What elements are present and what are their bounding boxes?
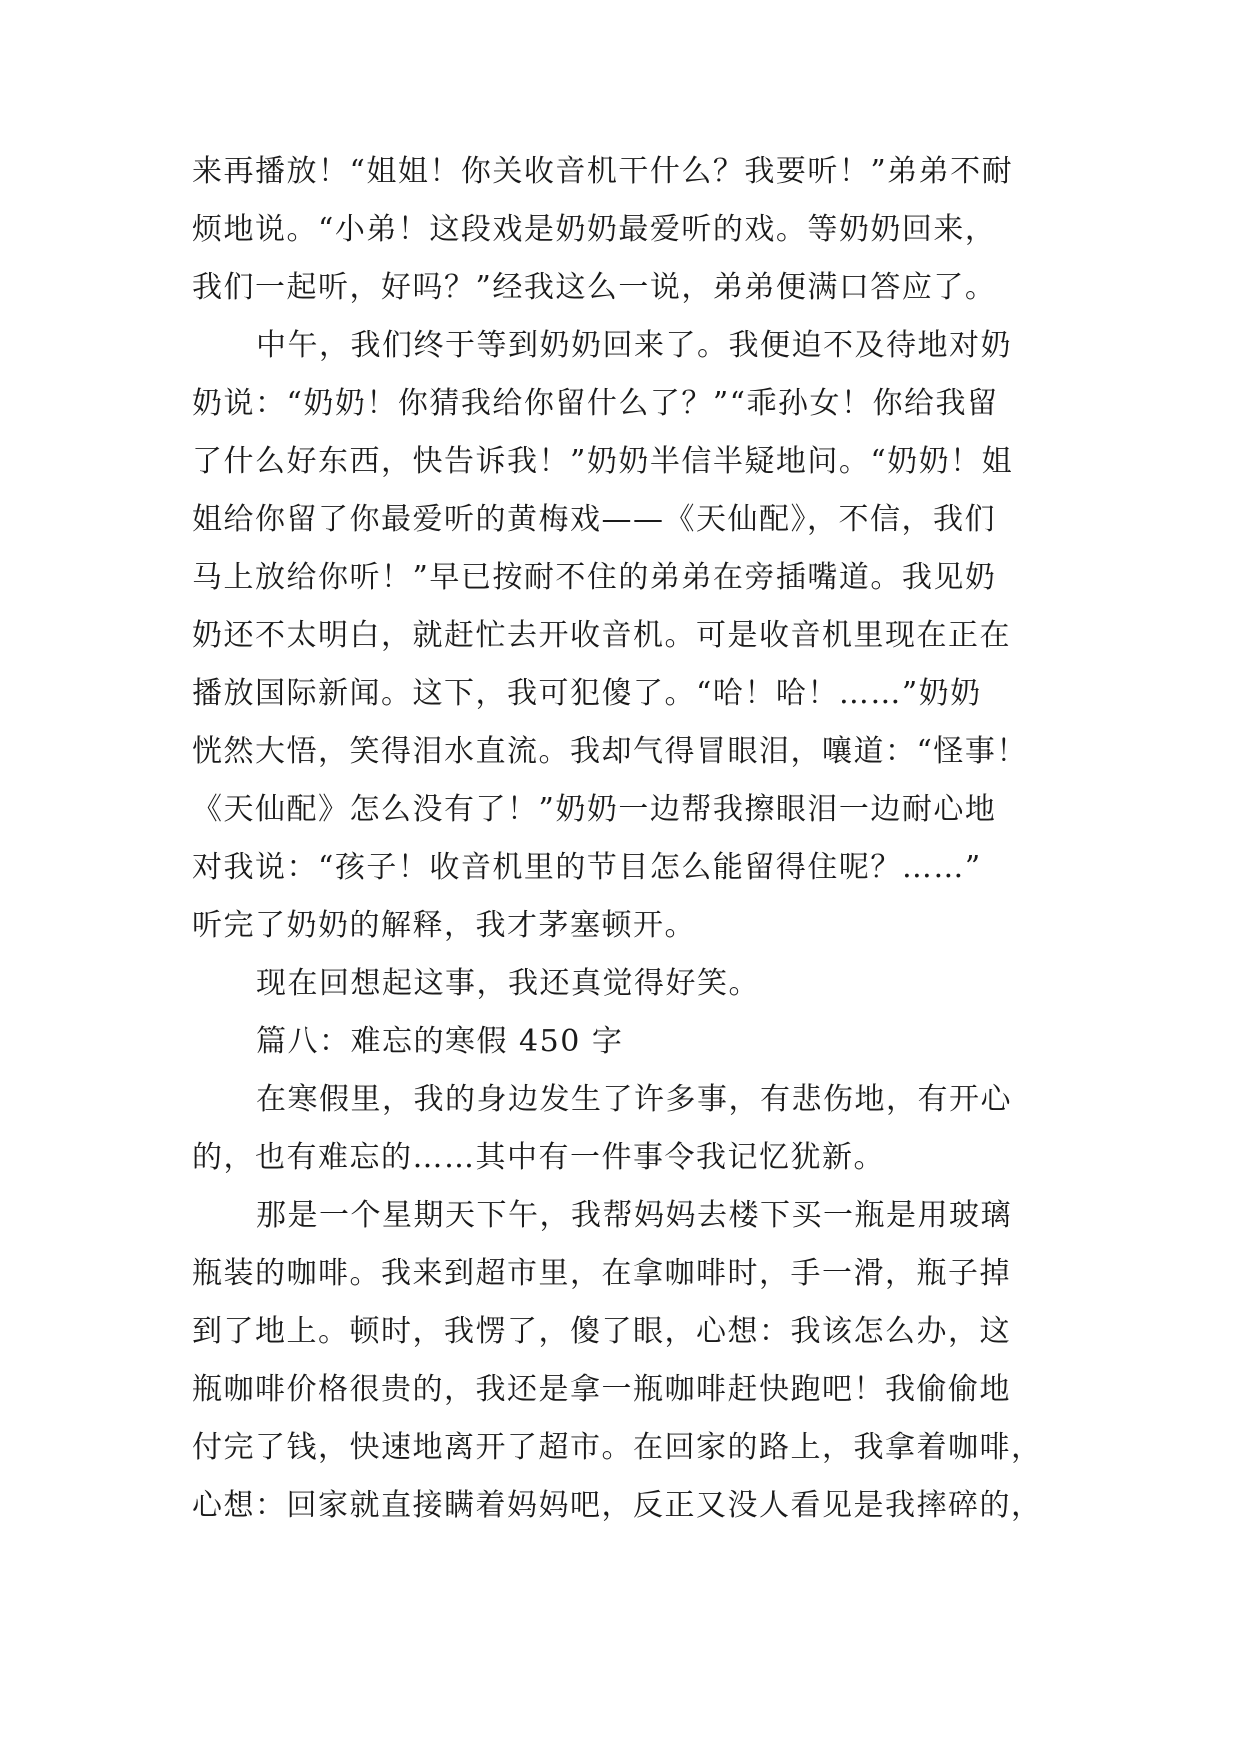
paragraph-start: 在寒假里，我的身边发生了许多事，有悲伤地，有开心 xyxy=(256,1082,1012,1117)
text-line: 烦地说。“小弟！这段戏是奶奶最爱听的戏。等奶奶回来， xyxy=(192,212,997,247)
text-line: 心想：回家就直接瞒着妈妈吧，反正又没人看见是我摔碎的， xyxy=(192,1488,1043,1523)
text-line: 姐给你留了你最爱听的黄梅戏——《天仙配》，不信，我们 xyxy=(192,502,996,537)
paragraph-start: 那是一个星期天下午，我帮妈妈去楼下买一瓶是用玻璃 xyxy=(256,1198,1012,1233)
text-line: 恍然大悟，笑得泪水直流。我却气得冒眼泪，嚷道：“怪事！ xyxy=(192,734,1028,769)
text-line: 马上放给你听！”早已按耐不住的弟弟在旁插嘴道。我见奶 xyxy=(192,560,997,595)
paragraph-start: 中午，我们终于等到奶奶回来了。我便迫不及待地对奶 xyxy=(256,328,1012,363)
text-line: 奶还不太明白，就赶忙去开收音机。可是收音机里现在正在 xyxy=(192,618,1011,653)
text-line: 了什么好东西，快告诉我！”奶奶半信半疑地问。“奶奶！姐 xyxy=(192,444,1014,479)
text-line: 的，也有难忘的……其中有一件事令我记忆犹新。 xyxy=(192,1140,885,1175)
text-line: 对我说：“孩子！收音机里的节目怎么能留得住呢？……” xyxy=(192,850,982,885)
paragraph-start: 现在回想起这事，我还真觉得好笑。 xyxy=(256,966,760,1001)
text-line: 瓶咖啡价格很贵的，我还是拿一瓶咖啡赶快跑吧！我偷偷地 xyxy=(192,1372,1011,1407)
text-line: 《天仙配》怎么没有了！”奶奶一边帮我擦眼泪一边耐心地 xyxy=(192,792,997,827)
section-heading: 篇八：难忘的寒假 450 字 xyxy=(256,1024,624,1059)
text-line: 来再播放！“姐姐！你关收音机干什么？我要听！”弟弟不耐 xyxy=(192,154,1014,189)
text-line: 播放国际新闻。这下，我可犯傻了。“哈！哈！……”奶奶 xyxy=(192,676,982,711)
text-line: 我们一起听，好吗？”经我这么一说，弟弟便满口答应了。 xyxy=(192,270,997,305)
text-line: 瓶装的咖啡。我来到超市里，在拿咖啡时，手一滑，瓶子掉 xyxy=(192,1256,1011,1291)
text-line: 奶说：“奶奶！你猜我给你留什么了？”“乖孙女！你给我留 xyxy=(192,386,999,421)
text-line: 到了地上。顿时，我愣了，傻了眼，心想：我该怎么办，这 xyxy=(192,1314,1011,1349)
text-line: 听完了奶奶的解释，我才茅塞顿开。 xyxy=(192,908,696,943)
text-line: 付完了钱，快速地离开了超市。在回家的路上，我拿着咖啡， xyxy=(192,1430,1043,1465)
